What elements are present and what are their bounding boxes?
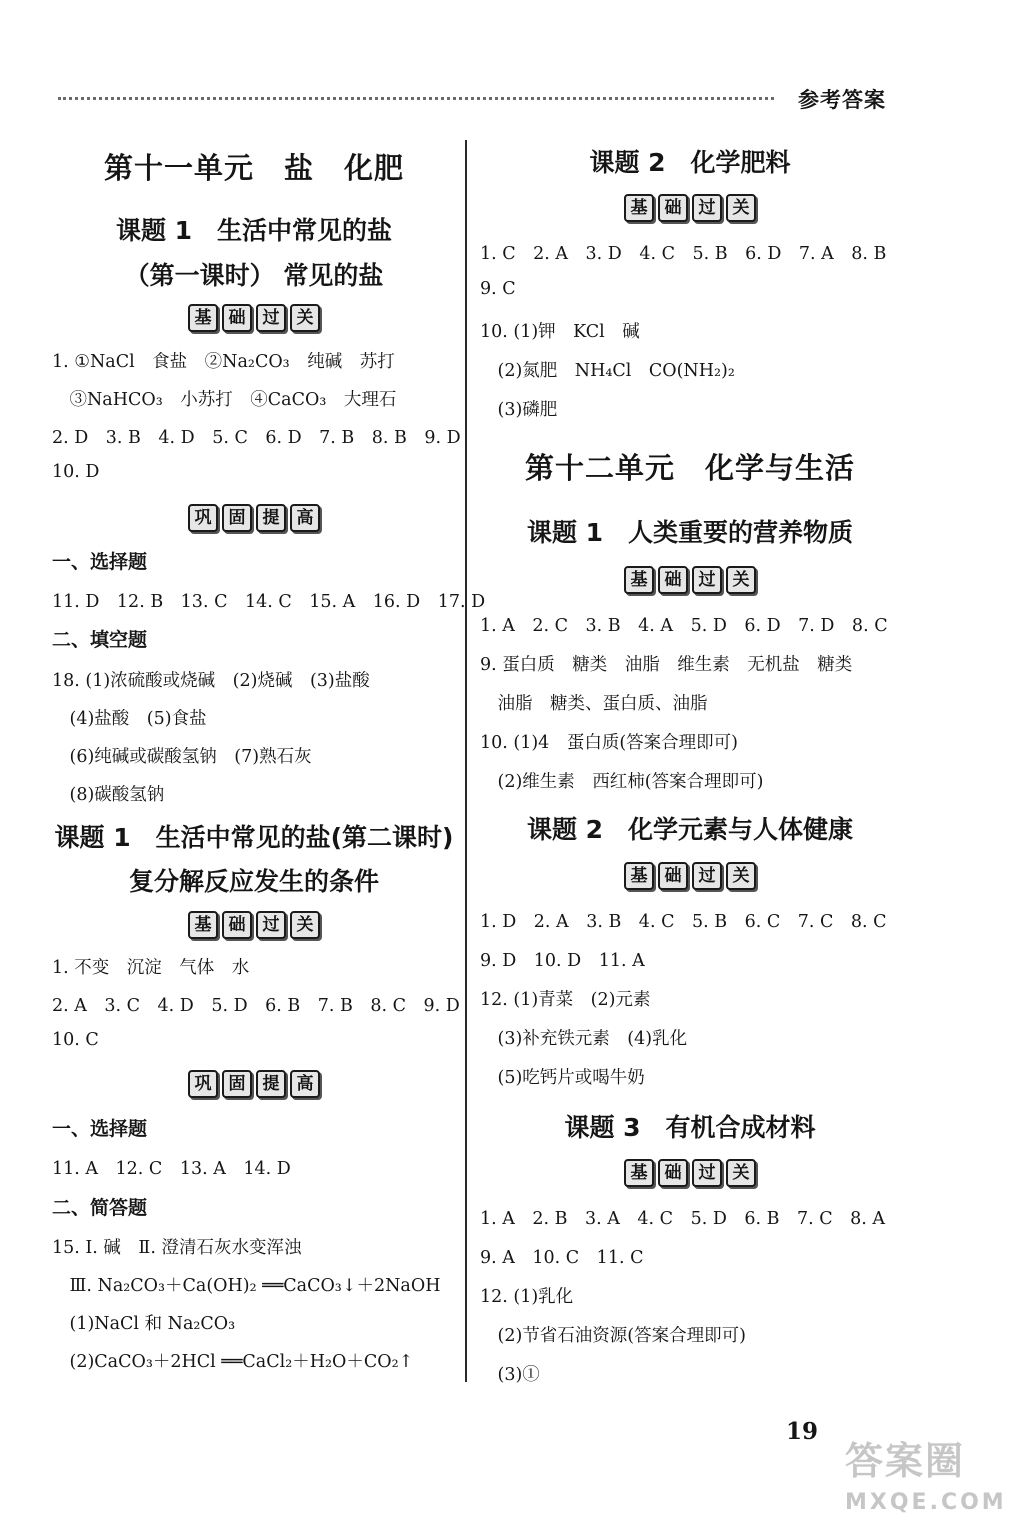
watermark-logo-text: 答案圈 [845,1439,966,1483]
column-divider [465,140,467,1382]
answer-line: 12. (1)青菜 (2)元素 [480,990,651,1010]
answer-line: 12. (1)乳化 [480,1287,574,1307]
badge-basic [480,1159,900,1187]
answer-line: 2. A 3. C 4. D 5. D 6. B 7. B 8. C 9. D [52,996,460,1016]
answer-line: 10. (1)4 蛋白质(答案合理即可) [480,733,738,753]
badge-char: 过 [256,304,286,332]
answer-line: (2)维生素 西红柿(答案合理即可) [480,772,764,792]
badge-char: 础 [222,304,252,332]
badge-char: 提 [256,504,286,532]
badge-char: 关 [290,911,320,939]
badge-char: 基 [624,1159,654,1187]
badge-char: 基 [624,862,654,890]
badge-char: 础 [658,1159,688,1187]
section-label-choice: 一、选择题 [52,551,148,573]
answer-line: 9. D 10. D 11. A [480,951,645,971]
badge-basic [52,911,456,939]
badge-basic [480,194,900,222]
lesson-title-salt-1: 课题 1 生活中常见的盐 [115,216,393,245]
answer-line: (8)碳酸氢钠 [52,785,165,805]
answer-line: 15. Ⅰ. 碱 Ⅱ. 澄清石灰水变浑浊 [52,1238,302,1258]
watermark [845,1440,1007,1515]
lesson-title-nutrients: 课题 1 人类重要的营养物质 [526,518,854,547]
header-dotted-rule [58,97,774,100]
answer-line: (2)氮肥 NH₄Cl CO(NH₂)₂ [480,361,735,381]
badge-char: 础 [658,194,688,222]
answer-line: (2)节省石油资源(答案合理即可) [480,1326,746,1346]
badge-basic [480,566,900,594]
answer-line: 18. (1)浓硫酸或烧碱 (2)烧碱 (3)盐酸 [52,671,370,691]
badge-char: 过 [692,566,722,594]
lesson-subtitle-salt-1: （第一课时） 常见的盐 [124,261,384,290]
badge-char: 基 [188,911,218,939]
badge-char: 提 [256,1070,286,1098]
badge-char: 固 [222,1070,252,1098]
badge-char: 高 [290,504,320,532]
answer-line: (4)盐酸 (5)食盐 [52,709,207,729]
answer-line: (1)NaCl 和 Na₂CO₃ [52,1314,236,1334]
badge-char: 过 [256,911,286,939]
unit-title-11: 第十一单元 盐 化肥 [103,151,404,185]
answer-line: 10. D [52,462,100,482]
badge-improve [52,504,456,532]
answer-line: (3)补充铁元素 (4)乳化 [480,1029,688,1049]
badge-char: 关 [726,194,756,222]
answer-line: 11. D 12. B 13. C 14. C 15. A 16. D 17. D [52,592,486,612]
lesson-title-fertilizer: 课题 2 化学肥料 [589,148,791,177]
badge-improve [52,1070,456,1098]
lesson-subtitle-salt-2: 复分解反应发生的条件 [128,867,379,896]
badge-char: 过 [692,862,722,890]
badge-char: 过 [692,194,722,222]
lesson-title-salt-2: 课题 1 生活中常见的盐(第二课时) [54,823,454,852]
badge-char: 固 [222,504,252,532]
badge-char: 过 [692,1159,722,1187]
answer-line: 9. A 10. C 11. C [480,1248,644,1268]
unit-title-12: 第十二单元 化学与生活 [524,451,855,485]
answer-line: 10. C [52,1030,99,1050]
answer-line: ③NaHCO₃ 小苏打 ④CaCO₃ 大理石 [52,390,397,410]
answer-line: 9. 蛋白质 糖类 油脂 维生素 无机盐 糖类 [480,655,853,675]
badge-char: 关 [726,1159,756,1187]
answer-line: 1. C 2. A 3. D 4. C 5. B 6. D 7. A 8. B [480,244,887,264]
badge-char: 关 [726,566,756,594]
answer-line: 1. 不变 沉淀 气体 水 [52,958,250,978]
answer-line: (2)CaCO₃＋2HCl ══CaCl₂＋H₂O＋CO₂↑ [52,1352,414,1372]
badge-basic [480,862,900,890]
section-label-short: 二、简答题 [52,1197,148,1219]
badge-basic [52,304,456,332]
badge-char: 巩 [188,1070,218,1098]
badge-char: 础 [658,862,688,890]
answer-line: 9. C [480,279,516,299]
answer-line: 1. A 2. C 3. B 4. A 5. D 6. D 7. D 8. C [480,616,888,636]
badge-char: 关 [290,304,320,332]
page-number: 19 [786,1418,819,1445]
answer-line: 油脂 糖类、蛋白质、油脂 [480,694,708,714]
answer-line: (3)磷肥 [480,400,558,420]
badge-char: 础 [222,911,252,939]
answer-line: 1. A 2. B 3. A 4. C 5. D 6. B 7. C 8. A [480,1209,886,1229]
badge-char: 基 [624,566,654,594]
badge-char: 巩 [188,504,218,532]
section-label-fill: 二、填空题 [52,629,148,651]
section-label-choice: 一、选择题 [52,1118,148,1140]
answer-line: (6)纯碱或碳酸氢钠 (7)熟石灰 [52,747,312,767]
watermark-url: MXQE.COM [845,1490,1007,1515]
answer-line: Ⅲ. Na₂CO₃＋Ca(OH)₂ ══CaCO₃↓＋2NaOH [52,1276,441,1296]
lesson-title-materials: 课题 3 有机合成材料 [564,1113,816,1142]
answer-line: (5)吃钙片或喝牛奶 [480,1068,645,1088]
lesson-title-elements: 课题 2 化学元素与人体健康 [526,815,854,844]
badge-char: 基 [188,304,218,332]
answer-line: 2. D 3. B 4. D 5. C 6. D 7. B 8. B 9. D [52,428,461,448]
answer-line: 1. ①NaCl 食盐 ②Na₂CO₃ 纯碱 苏打 [52,352,395,372]
answer-line: 1. D 2. A 3. B 4. C 5. B 6. C 7. C 8. C [480,912,887,932]
badge-char: 关 [726,862,756,890]
badge-char: 高 [290,1070,320,1098]
header-title: 参考答案 [798,88,886,112]
answer-line: 10. (1)钾 KCl 碱 [480,322,640,342]
answer-line: (3)① [480,1365,540,1385]
answer-line: 11. A 12. C 13. A 14. D [52,1159,291,1179]
badge-char: 础 [658,566,688,594]
badge-char: 基 [624,194,654,222]
